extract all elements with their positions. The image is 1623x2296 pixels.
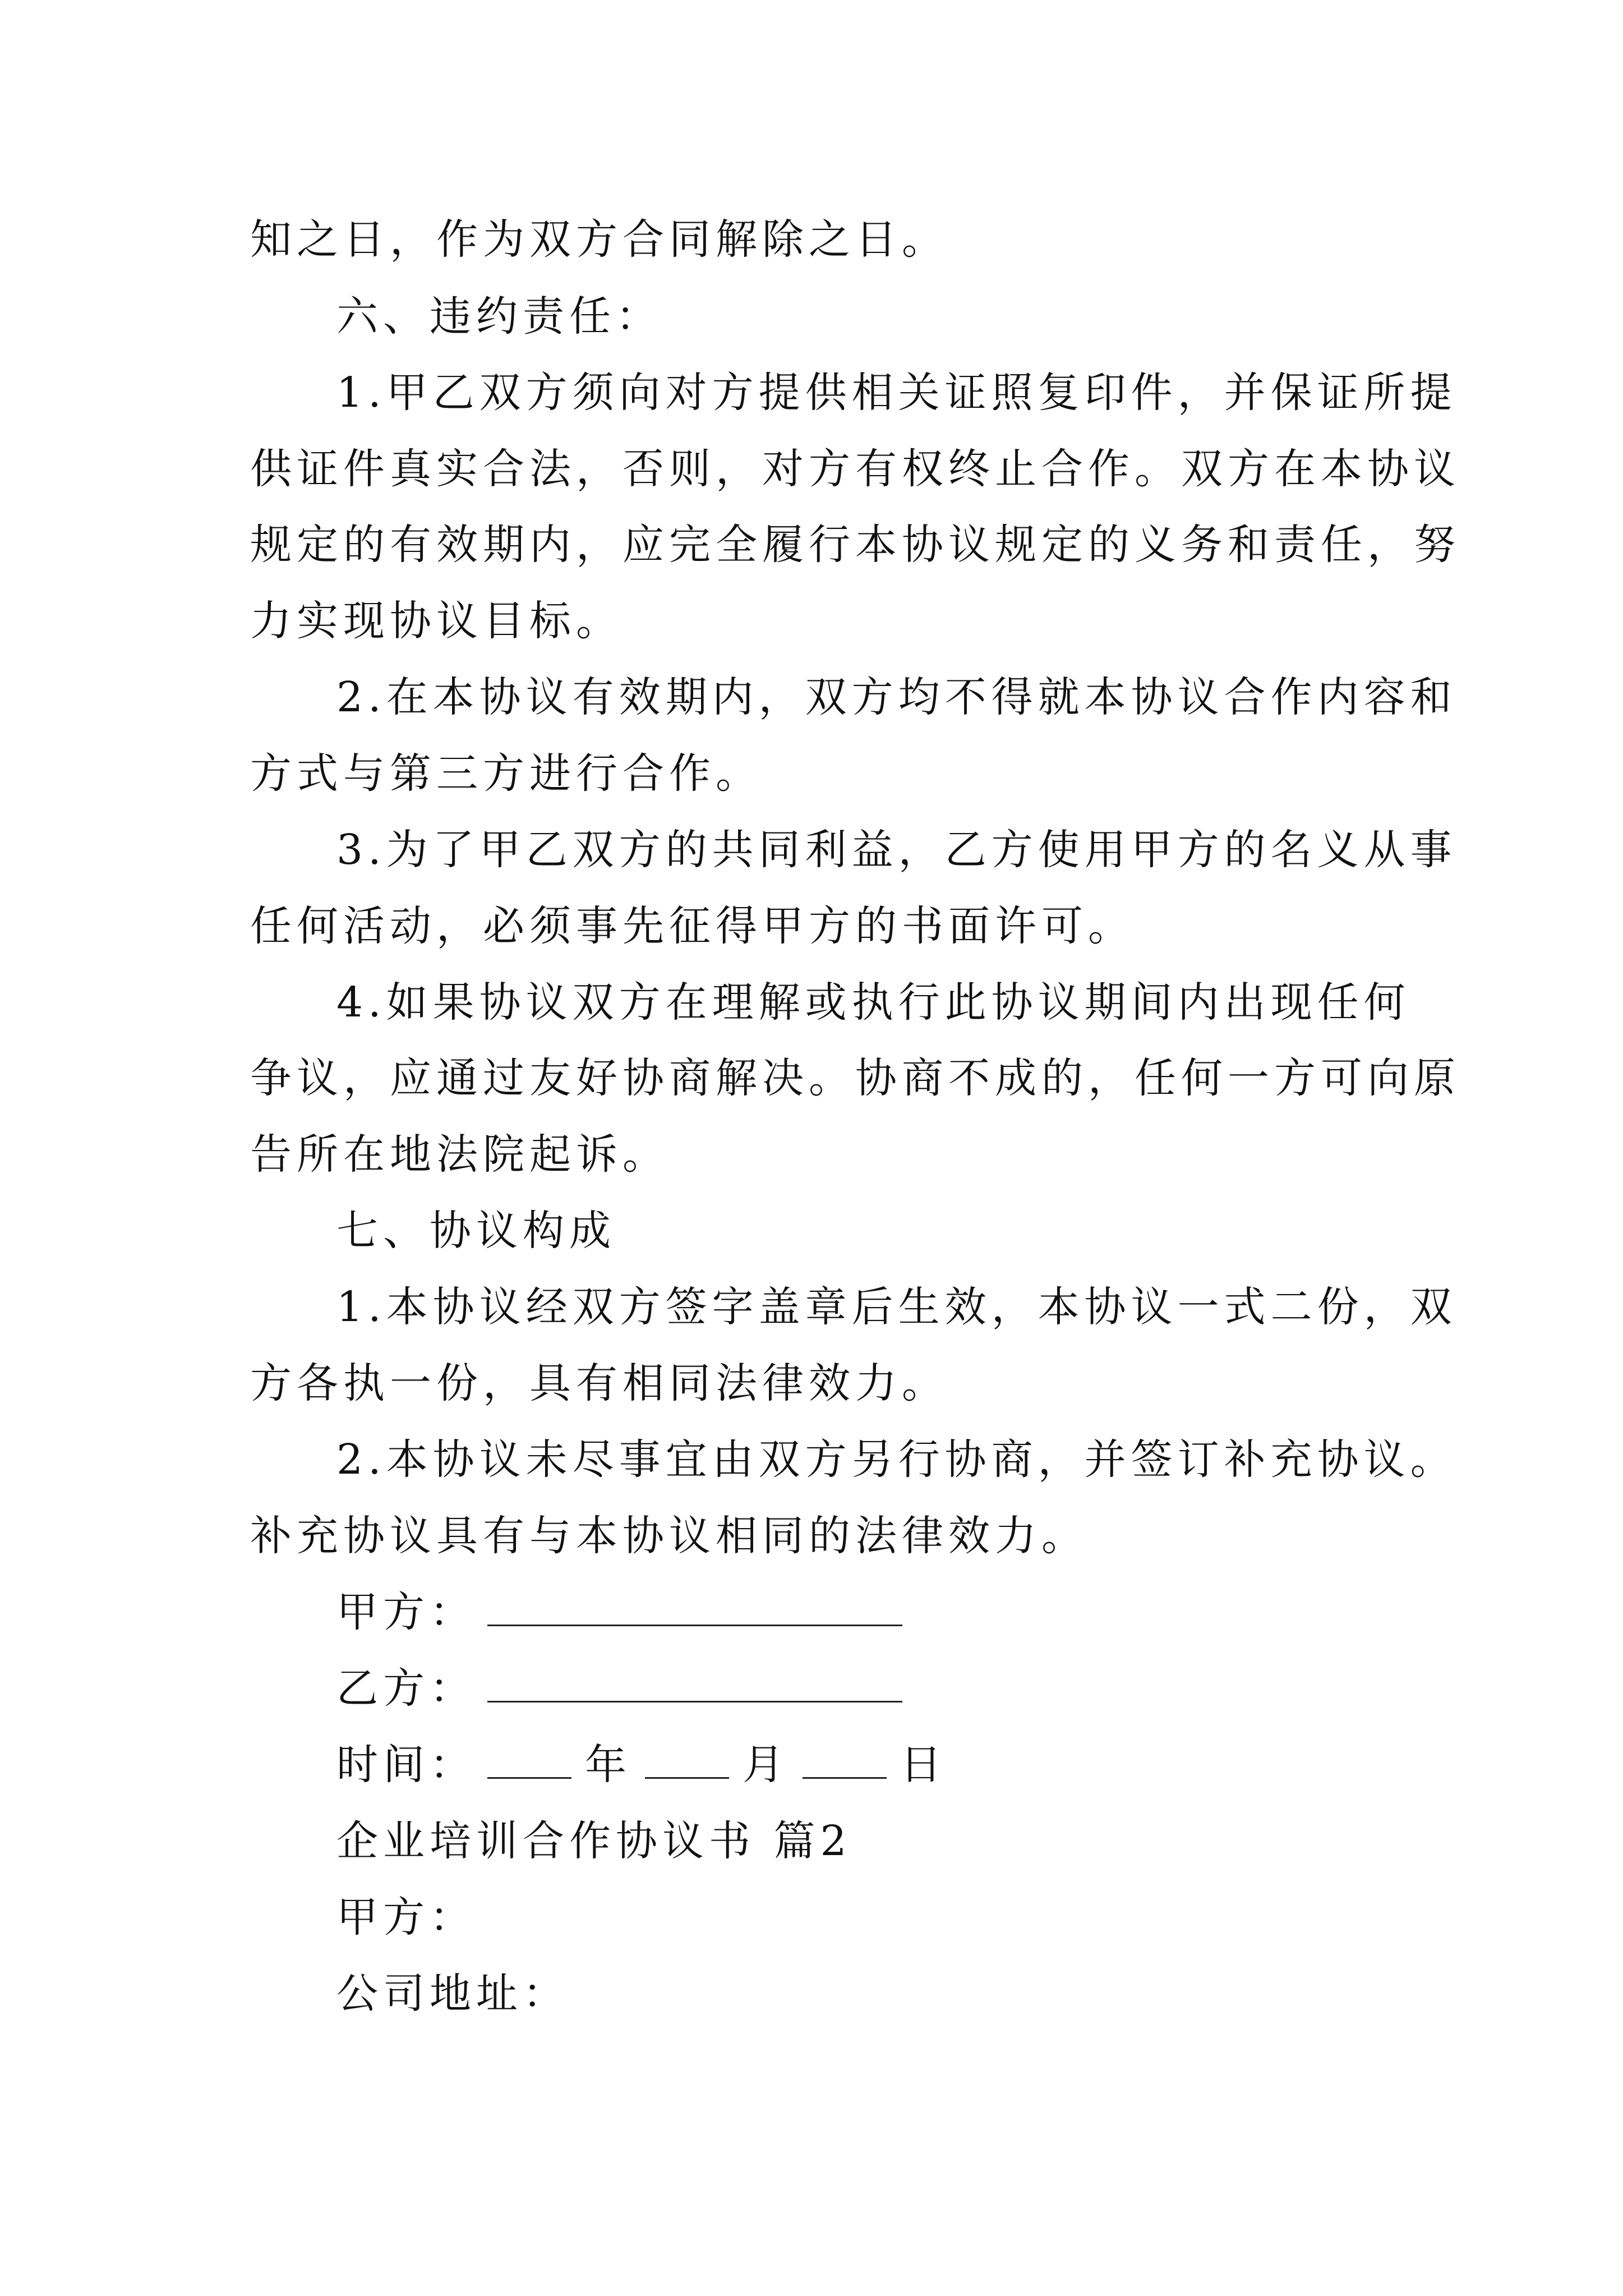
year-label: 年 [585, 1741, 631, 1789]
paragraph-line: 方式与第三方进行合作。 [250, 749, 762, 798]
year-blank [487, 1740, 571, 1779]
paragraph-line: 知之日，作为双方合同解除之日。 [250, 215, 948, 264]
paragraph-line: 补充协议具有与本协议相同的法律效力。 [250, 1512, 1088, 1560]
next-section-title: 企业培训合作协议书 篇2 [336, 1817, 852, 1865]
paragraph-line: 力实现协议目标。 [250, 597, 623, 645]
party-b-label: 乙方： [336, 1664, 476, 1713]
party-a-blank [487, 1588, 902, 1626]
paragraph-line: 任何活动，必须事先征得甲方的书面许可。 [250, 902, 1135, 950]
section-heading-breach: 六、违约责任： [336, 292, 662, 341]
month-label: 月 [743, 1741, 789, 1789]
date-line [336, 1737, 947, 1793]
day-label: 日 [900, 1741, 947, 1789]
party-a-signature-line [336, 1584, 902, 1640]
party-b-blank [487, 1664, 902, 1703]
paragraph-line: 2.本协议未尽事宜由双方另行协商，并签订补充协议。 [336, 1435, 1457, 1484]
day-blank [803, 1740, 887, 1779]
paragraph-line: 4.如果协议双方在理解或执行此协议期间内出现任何 [336, 978, 1410, 1027]
section-heading-composition: 七、协议构成 [336, 1207, 616, 1255]
paragraph-line: 规定的有效期内，应完全履行本协议规定的义务和责任，努 [250, 521, 1460, 569]
paragraph-line: 供证件真实合法，否则，对方有权终止合作。双方在本协议 [250, 445, 1460, 493]
paragraph-line: 2.在本协议有效期内，双方均不得就本协议合作内容和 [336, 673, 1457, 721]
paragraph-line: 1.本协议经双方签字盖章后生效，本协议一式二份，双 [336, 1283, 1457, 1331]
company-address-label: 公司地址： [336, 1970, 569, 2018]
paragraph-line: 告所在地法院起诉。 [250, 1130, 669, 1179]
time-label: 时间： [336, 1741, 476, 1789]
paragraph-line: 3.为了甲乙双方的共同利益，乙方使用甲方的名义从事 [336, 826, 1457, 874]
paragraph-line: 方各执一份，具有相同法律效力。 [250, 1359, 948, 1407]
party-a-label: 甲方： [336, 1588, 476, 1636]
next-party-a-label: 甲方： [336, 1893, 476, 1941]
party-b-signature-line [336, 1660, 902, 1717]
paragraph-line: 1.甲乙双方须向对方提供相关证照复印件，并保证所提 [336, 369, 1457, 417]
month-blank [645, 1740, 729, 1779]
paragraph-line: 争议，应通过友好协商解决。协商不成的，任何一方可向原 [250, 1054, 1460, 1102]
